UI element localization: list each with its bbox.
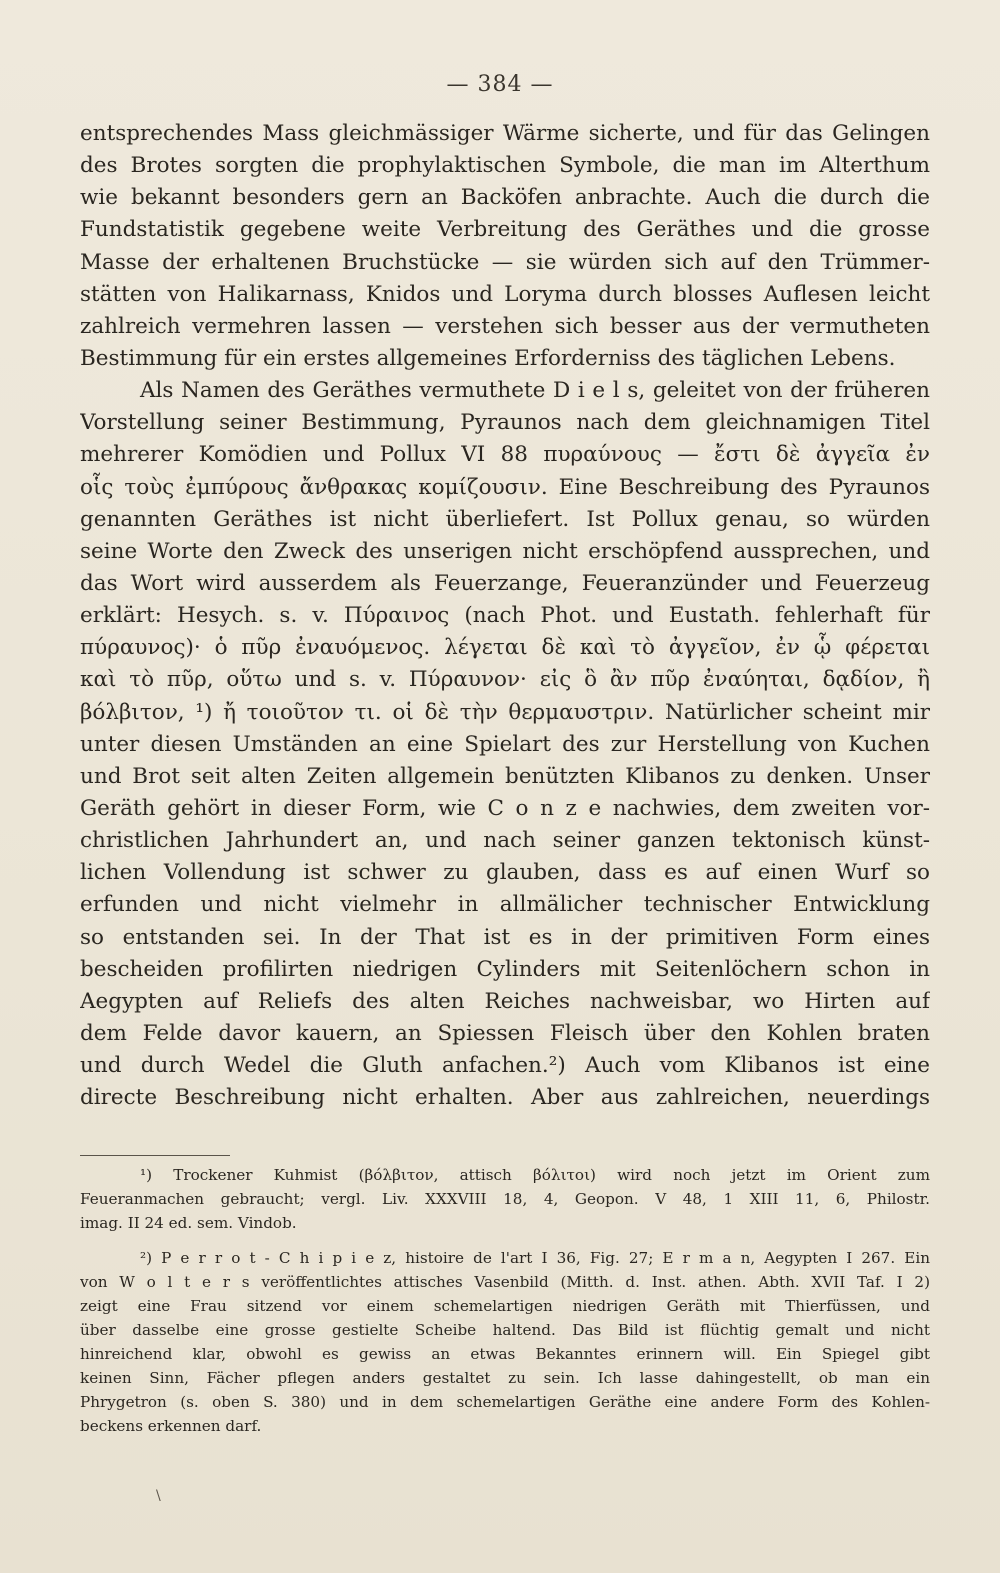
text-line: des Brotes sorgten die prophylaktischen Symbole, die man im Alterthum xyxy=(80,153,930,179)
footnote-line: beckens erkennen darf. xyxy=(80,1417,262,1435)
text-line: wie bekannt besonders gern an Backöfen anbrachte. Auch die durch die xyxy=(80,185,930,211)
text-line: bescheiden profilirten niedrigen Cylinders mit Seitenlöchern schon in xyxy=(80,956,930,982)
text-line: Masse der erhaltenen Bruchstücke — sie würden sich auf den Trümmer- xyxy=(80,249,930,275)
footnote-line: imag. II 24 ed. sem. Vindob. xyxy=(80,1214,297,1232)
text-line: Vorstellung seiner Bestimmung, Pyraunos nach dem gleichnamigen Titel xyxy=(80,410,930,436)
text-line: so entstanden sei. In der That ist es in der primitiven Form eines xyxy=(80,924,930,950)
footnote-line: ²) P e r r o t - C h i p i e z, histoire de l'art I 36, Fig. 27; E r m a n, Aegypten I 267. Ein xyxy=(140,1249,930,1267)
text-line: erklärt: Hesych. s. v. Πύραινος (nach Phot. und Eustath. fehlerhaft für xyxy=(80,603,930,629)
text-line: und durch Wedel die Gluth anfachen.²) Auch vom Klibanos ist eine xyxy=(80,1053,930,1079)
text-line: seine Worte den Zweck des unserigen nicht erschöpfend aussprechen, und xyxy=(80,538,930,564)
text-line: Aegypten auf Reliefs des alten Reiches nachweisbar, wo Hirten auf xyxy=(80,988,930,1014)
text-line: πύραυνος)· ὁ πῦρ ἐναυόμενος. λέγεται δὲ καὶ τὸ ἀγγεῖον, ἐν ᾧ φέρεται xyxy=(80,635,930,661)
footnote-1 xyxy=(80,1163,930,1235)
main-text-block xyxy=(80,118,930,1114)
text-line: genannten Geräthes ist nicht überliefert. Ist Pollux genau, so würden xyxy=(80,506,930,532)
footnote-line: von W o l t e r s veröffentlichtes attisches Vasenbild (Mitth. d. Inst. athen. Abth. XVII Taf. I 2) xyxy=(80,1273,930,1291)
text-line: Als Namen des Geräthes vermuthete D i e l s, geleitet von der früheren xyxy=(140,378,930,404)
page-number: — 384 — xyxy=(446,72,554,97)
footnote-line: Feueranmachen gebraucht; vergl. Liv. XXXVIII 18, 4, Geopon. V 48, 1 XIII 11, 6, Philostr. xyxy=(80,1190,930,1208)
text-line: lichen Vollendung ist schwer zu glauben, dass es auf einen Wurf so xyxy=(80,860,930,886)
text-line: erfunden und nicht vielmehr in allmälicher technischer Entwicklung xyxy=(80,892,930,918)
footnote-line: Phrygetron (s. oben S. 380) und in dem schemelartigen Geräthe eine andere Form des Kohlen- xyxy=(80,1393,930,1411)
text-line: καὶ τὸ πῦρ, οὕτω und s. v. Πύραυνον· εἰς ὃ ἂν πῦρ ἐναύηται, δᾳδίον, ἢ xyxy=(80,667,930,693)
stray-ink-mark: \ xyxy=(156,1488,161,1504)
text-line: mehrerer Komödien und Pollux VI 88 πυραύνους — ἔστι δὲ ἀγγεῖα ἐν xyxy=(80,442,930,468)
text-line: Fundstatistik gegebene weite Verbreitung des Geräthes und die grosse xyxy=(80,217,930,243)
text-line: zahlreich vermehren lassen — verstehen sich besser aus der vermutheten xyxy=(80,313,930,339)
footnote-line: hinreichend klar, obwohl es gewiss an etwas Bekanntes erinnern will. Ein Spiegel gibt xyxy=(80,1345,930,1363)
text-line: das Wort wird ausserdem als Feuerzange, Feueranzünder und Feuerzeug xyxy=(80,570,930,596)
footnote-divider xyxy=(80,1155,230,1156)
text-line: οἷς τοὺς ἐμπύρους ἄνθρακας κομίζουσιν. Eine Beschreibung des Pyraunos xyxy=(80,474,930,500)
text-line: dem Felde davor kauern, an Spiessen Fleisch über den Kohlen braten xyxy=(80,1020,930,1046)
footnote-line: über dasselbe eine grosse gestielte Scheibe haltend. Das Bild ist flüchtig gemalt und nicht xyxy=(80,1321,930,1339)
text-line: stätten von Halikarnass, Knidos und Loryma durch blosses Auflesen leicht xyxy=(80,281,930,307)
footnotes-block xyxy=(80,1163,930,1438)
text-line: und Brot seit alten Zeiten allgemein benützten Klibanos zu denken. Unser xyxy=(80,763,930,789)
text-line: Geräth gehört in dieser Form, wie C o n z e nachwies, dem zweiten vor- xyxy=(80,795,930,821)
text-line: Bestimmung für ein erstes allgemeines Erforderniss des täglichen Lebens. xyxy=(80,345,896,371)
footnote-2 xyxy=(80,1246,930,1438)
footnote-line: keinen Sinn, Fächer pflegen anders gestaltet zu sein. Ich lasse dahingestellt, ob man ein xyxy=(80,1369,930,1387)
text-line: unter diesen Umständen an eine Spielart des zur Herstellung von Kuchen xyxy=(80,731,930,757)
text-line: entsprechendes Mass gleichmässiger Wärme sicherte, und für das Gelingen xyxy=(80,121,930,146)
text-line: directe Beschreibung nicht erhalten. Aber aus zahlreichen, neuerdings xyxy=(80,1085,930,1111)
text-line: βόλβιτον, ¹) ἤ τοιοῦτον τι. οἱ δὲ τὴν θερμαυστριν. Natürlicher scheint mir xyxy=(80,699,930,725)
footnote-line: zeigt eine Frau sitzend vor einem schemelartigen niedrigen Geräth mit Thierfüssen, und xyxy=(80,1297,930,1315)
footnote-line: ¹) Trockener Kuhmist (βόλβιτον, attisch βόλιτοι) wird noch jetzt im Orient zum xyxy=(140,1166,930,1184)
text-line: christlichen Jahrhundert an, und nach seiner ganzen tektonisch künst- xyxy=(80,828,930,854)
